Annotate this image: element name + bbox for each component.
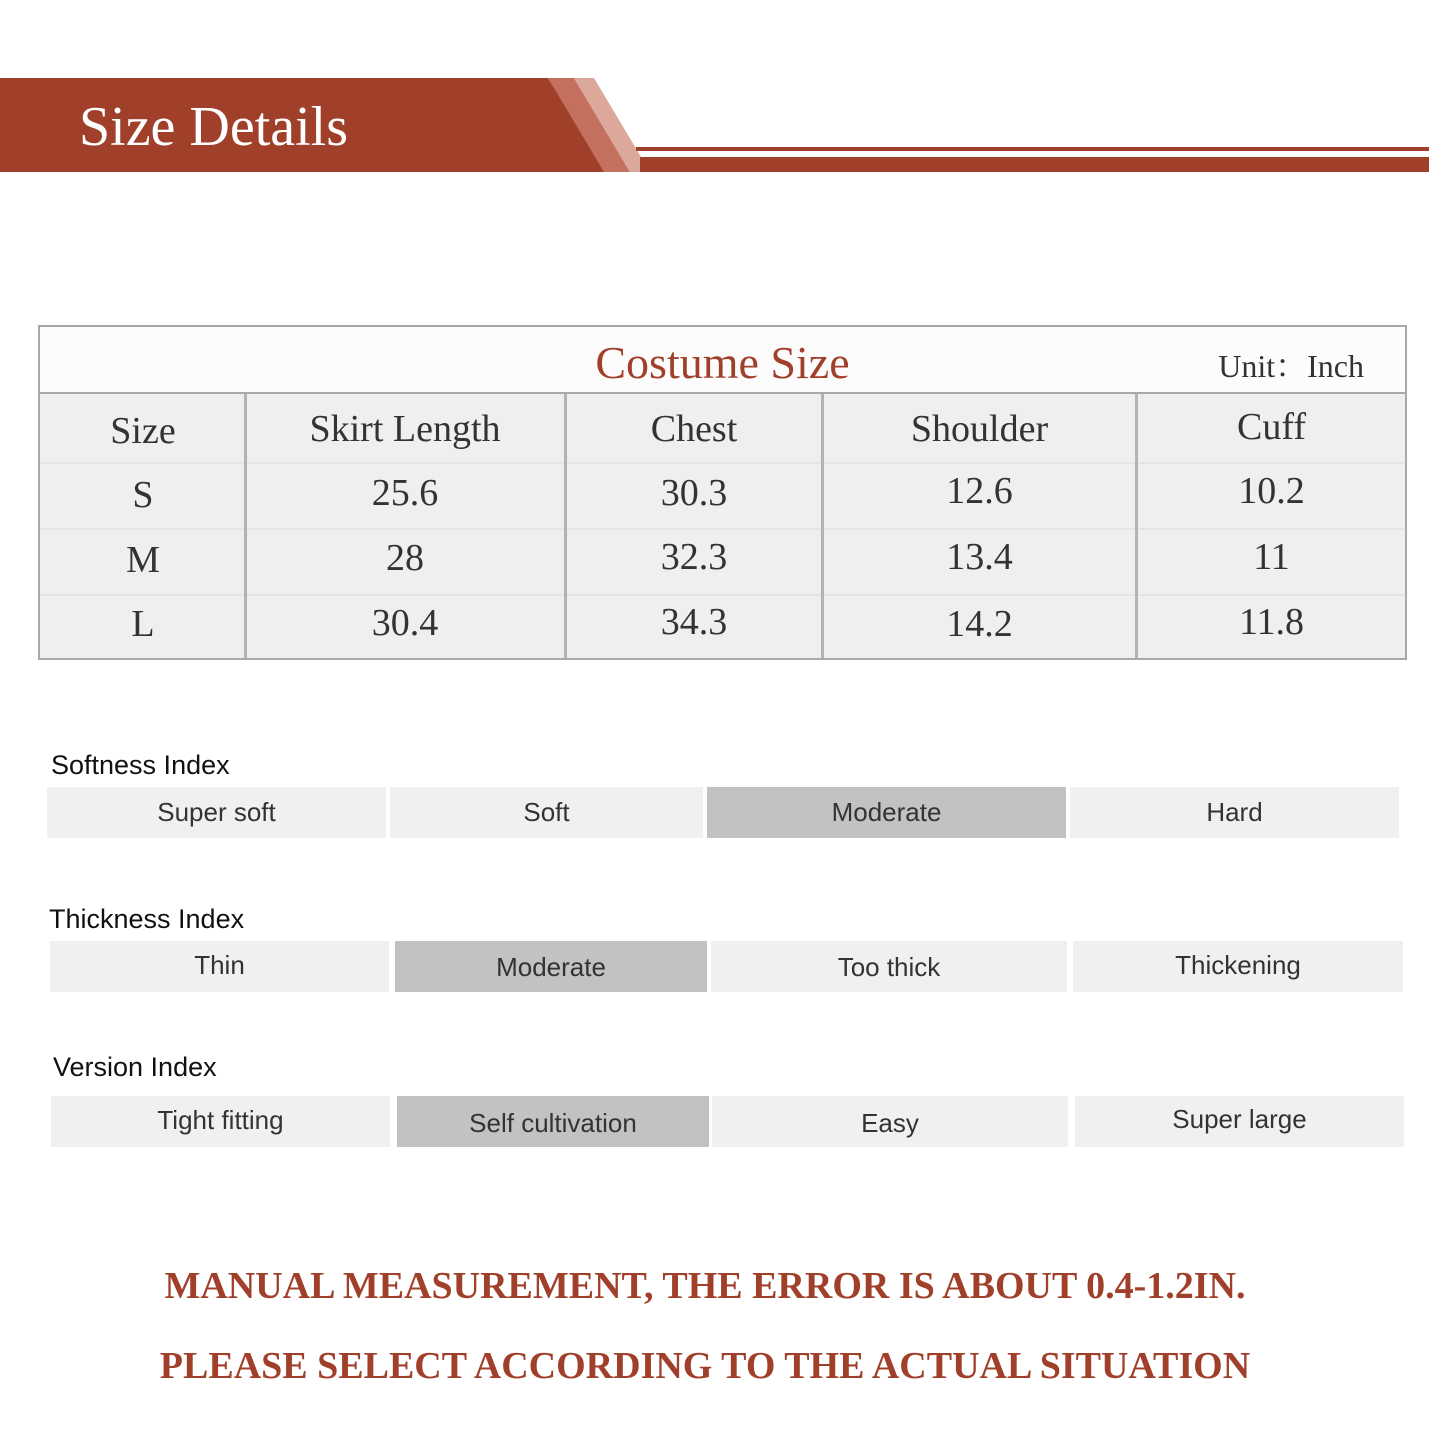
table-cell-cuff: 10.2 [1238, 470, 1305, 512]
thickness-option-selected: Moderate [395, 941, 707, 992]
unit-label: Unit：Inch [1218, 348, 1364, 384]
table-cell-size: L [131, 603, 155, 645]
table-cell-chest: 32.3 [660, 536, 728, 578]
column-header-cuff: Cuff [1237, 406, 1306, 448]
table-cell-cuff: 11.8 [1238, 601, 1305, 643]
table-cell-skirt-length: 28 [386, 537, 424, 579]
table-cell-cuff: 11 [1253, 536, 1290, 578]
column-header-size: Size [110, 410, 176, 452]
thickness-option: Too thick [711, 941, 1067, 992]
table-cell-shoulder: 14.2 [946, 603, 1013, 645]
version-option: Tight fitting [51, 1096, 390, 1147]
softness-option: Hard [1070, 787, 1399, 838]
measurement-note: MANUAL MEASUREMENT, THE ERROR IS ABOUT 0.4-1.2IN. [164, 1265, 1246, 1307]
table-caption [40, 327, 1405, 394]
version-index-title: Version Index [53, 1052, 217, 1082]
thickness-index-title: Thickness Index [49, 904, 245, 934]
version-option-selected: Self cultivation [397, 1096, 709, 1147]
column-header-skirt-length: Skirt Length [309, 408, 501, 450]
version-option: Super large [1075, 1096, 1404, 1147]
thickness-option: Thickening [1073, 941, 1403, 992]
table-grid [40, 394, 1405, 658]
column-header-shoulder: Shoulder [910, 408, 1049, 450]
selection-note: PLEASE SELECT ACCORDING TO THE ACTUAL SITUATION [159, 1345, 1251, 1387]
column-header-chest: Chest [650, 408, 738, 450]
header-banner [0, 0, 1445, 200]
softness-index-title: Softness Index [51, 750, 230, 780]
thickness-option: Thin [50, 941, 389, 992]
table-cell-chest: 30.3 [660, 472, 728, 514]
page-title: Size Details [79, 96, 349, 158]
softness-option: Super soft [47, 787, 386, 838]
table-cell-skirt-length: 30.4 [371, 602, 439, 644]
softness-option: Soft [390, 787, 703, 838]
table-cell-shoulder: 13.4 [946, 536, 1013, 578]
table-title: Costume Size [595, 337, 850, 388]
softness-option-selected: Moderate [707, 787, 1066, 838]
table-cell-size: S [132, 474, 154, 516]
size-table [38, 325, 1407, 660]
table-cell-chest: 34.3 [660, 601, 728, 643]
version-option: Easy [712, 1096, 1068, 1147]
table-cell-skirt-length: 25.6 [371, 472, 439, 514]
table-cell-size: M [126, 539, 160, 581]
table-cell-shoulder: 12.6 [946, 470, 1013, 512]
